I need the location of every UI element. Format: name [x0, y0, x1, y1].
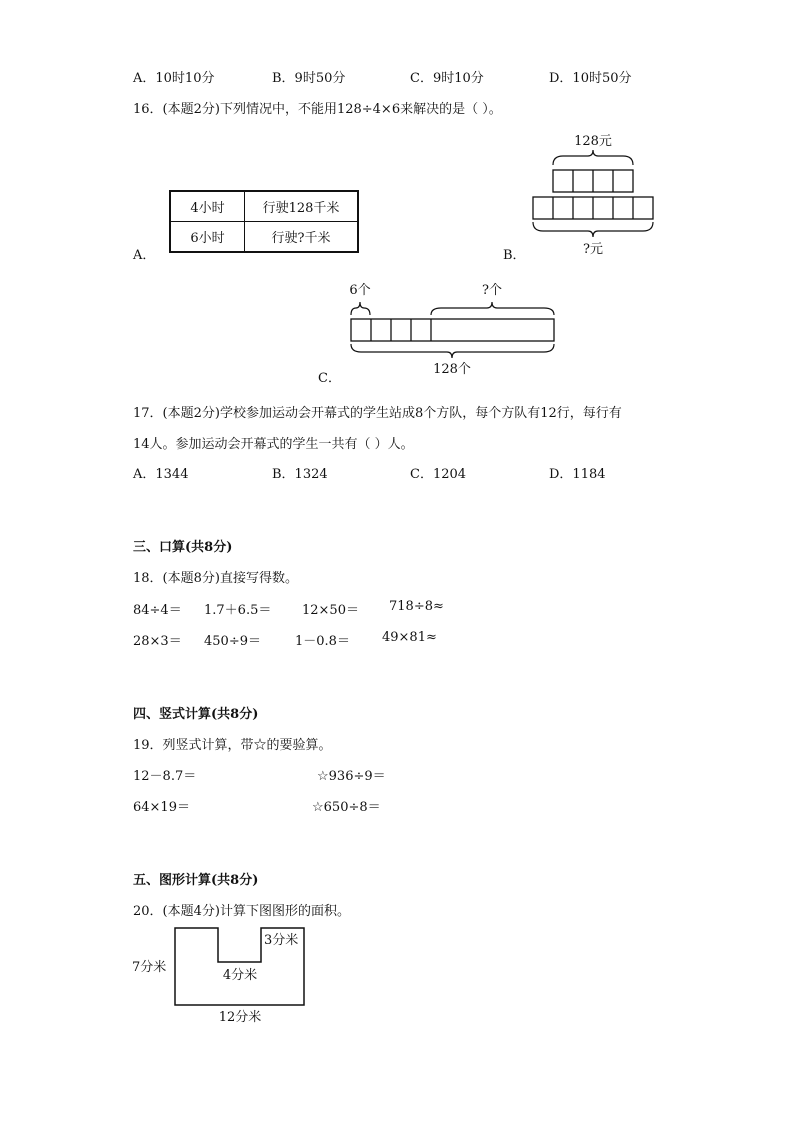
bottom-boxes: [533, 197, 653, 219]
q18-item: 84÷4＝: [133, 603, 182, 618]
top-boxes: [553, 170, 633, 192]
q15-option-a: A．10时10分: [133, 71, 215, 86]
bar-boxes: [351, 319, 554, 341]
q16-stem: 16．(本题2分)下列情况中，不能用128÷4×6来解决的是（ ）。: [133, 102, 502, 117]
bottom-brace: [351, 344, 554, 358]
q18-item: 12×50＝: [302, 603, 359, 618]
table-cell: 6小时: [170, 222, 245, 253]
diagram-c-bottom-label: 128个: [433, 362, 471, 377]
q17-stem-line2: 14人。参加运动会开幕式的学生一共有（ ）人。: [133, 437, 414, 452]
diagram-b-top-label: 128元: [574, 134, 612, 149]
q19-item: ☆936÷9＝: [317, 769, 386, 784]
q18-item: 1－0.8＝: [295, 634, 350, 649]
q15-option-c: C．9时10分: [410, 71, 484, 86]
q20-stem: 20．(本题4分)计算下图图形的面积。: [133, 904, 350, 919]
q16-option-a-label: A．: [133, 248, 156, 263]
q18-item: 49×81≈: [382, 630, 437, 645]
q18-stem: 18．(本题8分)直接写得数。: [133, 571, 298, 586]
q16-diagram-b: [525, 128, 665, 260]
table-cell: 4小时: [170, 191, 245, 222]
table-cell: 行驶?千米: [245, 222, 359, 253]
bottom-brace: [533, 222, 653, 237]
q19-item: 64×19＝: [133, 800, 190, 815]
diagram-c-left-label: 6个: [349, 283, 371, 298]
q16-diagram-c: [340, 278, 570, 378]
q19-item: 12－8.7＝: [133, 769, 197, 784]
diagram-b-bottom-label: ?元: [583, 242, 603, 257]
q18-item: 1.7＋6.5＝: [204, 603, 272, 618]
q20-figure: [130, 925, 340, 1030]
left-brace: [351, 302, 370, 315]
q16-table: [169, 190, 359, 253]
figure-bottom-label: 12分米: [218, 1010, 262, 1025]
q17-stem-line1: 17．(本题2分)学校参加运动会开幕式的学生站成8个方队，每个方队有12行，每行有: [133, 406, 622, 421]
q19-item: ☆650÷8＝: [312, 800, 381, 815]
top-brace: [553, 150, 633, 165]
q17-option-d: D．1184: [549, 467, 606, 482]
q17-option-b: B．1324: [272, 467, 328, 482]
right-brace: [431, 302, 554, 315]
table-cell: 行驶128千米: [245, 191, 359, 222]
q18-item: 450÷9＝: [204, 634, 261, 649]
figure-inner-label: 4分米: [222, 968, 258, 983]
q19-stem: 19．列竖式计算，带☆的要验算。: [133, 738, 332, 753]
q17-option-c: C．1204: [410, 467, 467, 482]
q18-item: 28×3＝: [133, 634, 182, 649]
section-5-heading: 五、图形计算(共8分): [133, 873, 259, 888]
q18-item: 718÷8≈: [389, 599, 444, 614]
diagram-c-right-label: ?个: [482, 283, 502, 298]
q16-option-b-label: B．: [503, 248, 526, 263]
figure-left-label: 7分米: [132, 960, 167, 975]
q15-option-b: B．9时50分: [272, 71, 346, 86]
figure-top-right-label: 3分米: [264, 933, 299, 948]
q16-option-c-label: C．: [318, 371, 341, 386]
section-3-heading: 三、口算(共8分): [133, 540, 233, 555]
q15-option-d: D．10时50分: [549, 71, 632, 86]
section-4-heading: 四、竖式计算(共8分): [133, 707, 259, 722]
q17-option-a: A．1344: [133, 467, 189, 482]
